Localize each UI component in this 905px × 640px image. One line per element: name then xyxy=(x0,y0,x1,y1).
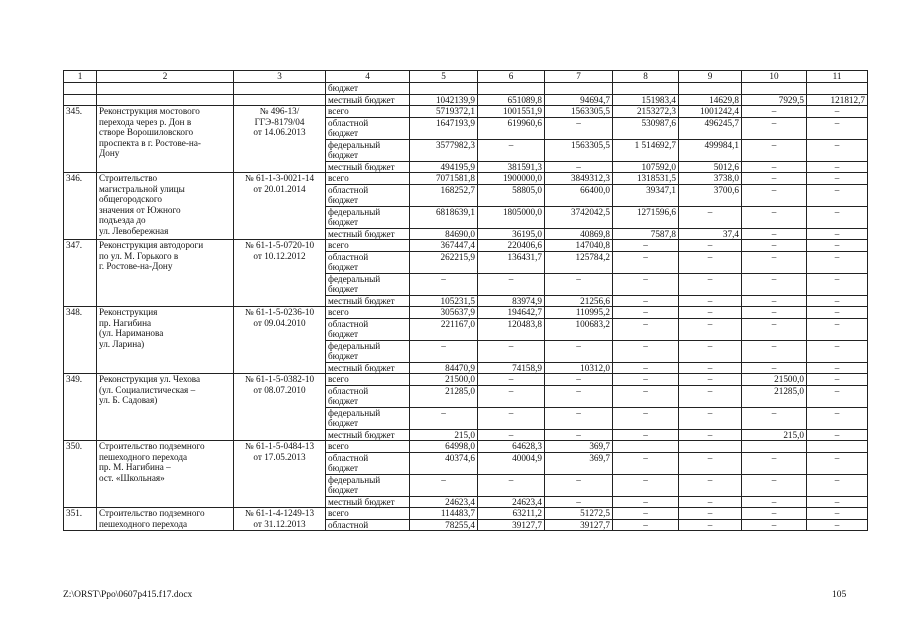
project-number: 349. xyxy=(64,374,97,441)
amount-cell: – xyxy=(742,161,807,173)
amount-cell: 619960,6 xyxy=(478,117,545,139)
budget-source: областной бюджет xyxy=(326,184,410,206)
amount-cell: – xyxy=(807,374,868,386)
amount-cell: – xyxy=(613,374,679,386)
amount-cell: 64628,3 xyxy=(478,441,545,453)
budget-source: федеральный бюджет xyxy=(326,474,410,496)
amount-cell: 24623,4 xyxy=(410,496,478,508)
amount-cell: – xyxy=(807,273,868,295)
amount-cell: – xyxy=(742,452,807,474)
amount-cell: – xyxy=(807,240,868,252)
amount-cell: – xyxy=(478,429,545,441)
amount-cell: 10312,0 xyxy=(545,362,613,374)
budget-source: местный бюджет xyxy=(326,496,410,508)
table-row xyxy=(64,83,868,95)
budget-source: всего xyxy=(326,307,410,319)
amount-cell: – xyxy=(478,139,545,161)
amount-cell xyxy=(613,441,679,453)
project-name: Реконструкция ул. Чехова (ул. Социалистическая – ул. Б. Садовая) xyxy=(97,374,234,441)
amount-cell: 120483,8 xyxy=(478,318,545,340)
amount-cell: – xyxy=(742,519,807,531)
amount-cell: 78255,4 xyxy=(410,519,478,531)
amount-cell: – xyxy=(807,452,868,474)
amount-cell: 121812,7 xyxy=(807,94,868,106)
amount-cell xyxy=(679,441,742,453)
amount-cell: – xyxy=(742,295,807,307)
budget-source: местный бюджет xyxy=(326,429,410,441)
amount-cell: 3849312,3 xyxy=(545,173,613,185)
amount-cell: – xyxy=(613,273,679,295)
approval-document: № 496-13/ ГГЭ-8179/04 от 14.06.2013 xyxy=(234,106,326,173)
amount-cell: 215,0 xyxy=(742,429,807,441)
amount-cell: – xyxy=(807,161,868,173)
amount-cell: – xyxy=(545,117,613,139)
amount-cell: 1647193,9 xyxy=(410,117,478,139)
amount-cell: – xyxy=(613,362,679,374)
amount-cell: – xyxy=(742,117,807,139)
project-number: 351. xyxy=(64,508,97,531)
amount-cell: – xyxy=(807,106,868,118)
amount-cell: – xyxy=(613,240,679,252)
amount-cell: 39127,7 xyxy=(478,519,545,531)
amount-cell: 221167,0 xyxy=(410,318,478,340)
amount-cell: – xyxy=(613,519,679,531)
amount-cell: 1271596,6 xyxy=(613,206,679,228)
table-row xyxy=(64,240,868,252)
amount-cell: 84690,0 xyxy=(410,228,478,240)
amount-cell: 110995,2 xyxy=(545,307,613,319)
amount-cell: – xyxy=(545,407,613,429)
amount-cell: 496245,7 xyxy=(679,117,742,139)
amount-cell: – xyxy=(807,295,868,307)
amount-cell: 7071581,8 xyxy=(410,173,478,185)
amount-cell: – xyxy=(807,362,868,374)
amount-cell: 40869,8 xyxy=(545,228,613,240)
amount-cell: – xyxy=(613,452,679,474)
empty-cell xyxy=(64,83,97,95)
budget-source: всего xyxy=(326,508,410,520)
amount-cell: 168252,7 xyxy=(410,184,478,206)
amount-cell: – xyxy=(807,307,868,319)
amount-cell: – xyxy=(807,173,868,185)
amount-cell: 1900000,0 xyxy=(478,173,545,185)
amount-cell: – xyxy=(545,429,613,441)
amount-cell: – xyxy=(679,474,742,496)
amount-cell: 499984,1 xyxy=(679,139,742,161)
amount-cell: 5719372,1 xyxy=(410,106,478,118)
amount-cell: – xyxy=(613,340,679,362)
amount-cell: 3700,6 xyxy=(679,184,742,206)
amount-cell: 530987,6 xyxy=(613,117,679,139)
amount-cell: – xyxy=(613,295,679,307)
amount-cell: 1 514692,7 xyxy=(613,139,679,161)
amount-cell: 40004,9 xyxy=(478,452,545,474)
amount-cell: 1563305,5 xyxy=(545,139,613,161)
amount-cell: 381591,3 xyxy=(478,161,545,173)
amount-cell: 21285,0 xyxy=(410,385,478,407)
amount-cell: – xyxy=(545,273,613,295)
project-number: 348. xyxy=(64,307,97,374)
amount-cell: – xyxy=(742,184,807,206)
amount-cell: – xyxy=(807,508,868,520)
amount-cell: – xyxy=(679,273,742,295)
table-row xyxy=(64,441,868,453)
amount-cell: 369,7 xyxy=(545,441,613,453)
table-row xyxy=(64,307,868,319)
amount-cell: 2153272,3 xyxy=(613,106,679,118)
amount-cell: – xyxy=(545,374,613,386)
budget-source: федеральный бюджет xyxy=(326,340,410,362)
budget-source: местный бюджет xyxy=(326,295,410,307)
empty-cell xyxy=(97,94,234,106)
amount-cell: – xyxy=(742,307,807,319)
table-row xyxy=(64,106,868,118)
column-number: 5 xyxy=(410,71,478,83)
amount-cell: – xyxy=(742,340,807,362)
amount-cell: – xyxy=(478,273,545,295)
investment-table xyxy=(63,70,868,531)
column-number: 11 xyxy=(807,71,868,83)
amount-cell: – xyxy=(679,374,742,386)
amount-cell: 194642,7 xyxy=(478,307,545,319)
amount-cell xyxy=(807,83,868,95)
project-number: 346. xyxy=(64,173,97,240)
amount-cell: 1805000,0 xyxy=(478,206,545,228)
amount-cell: 305637,9 xyxy=(410,307,478,319)
amount-cell: – xyxy=(679,496,742,508)
column-number: 6 xyxy=(478,71,545,83)
amount-cell: – xyxy=(807,407,868,429)
approval-document: № 61-1-3-0021-14 от 20.01.2014 xyxy=(234,173,326,240)
budget-source: областной бюджет xyxy=(326,251,410,273)
amount-cell: 14629,8 xyxy=(679,94,742,106)
amount-cell: 262215,9 xyxy=(410,251,478,273)
amount-cell: – xyxy=(478,340,545,362)
amount-cell xyxy=(742,83,807,95)
approval-document: № 61-1-5-0720-10 от 10.12.2012 xyxy=(234,240,326,307)
amount-cell: 367447,4 xyxy=(410,240,478,252)
amount-cell: – xyxy=(807,139,868,161)
amount-cell: – xyxy=(545,161,613,173)
column-number: 8 xyxy=(613,71,679,83)
amount-cell: 21500,0 xyxy=(410,374,478,386)
amount-cell: – xyxy=(478,385,545,407)
column-number: 10 xyxy=(742,71,807,83)
amount-cell: – xyxy=(613,385,679,407)
amount-cell: 63211,2 xyxy=(478,508,545,520)
amount-cell xyxy=(807,441,868,453)
budget-source: областной xyxy=(326,519,410,531)
amount-cell: 7929,5 xyxy=(742,94,807,106)
amount-cell: 66400,0 xyxy=(545,184,613,206)
amount-cell: – xyxy=(679,452,742,474)
budget-source: федеральный бюджет xyxy=(326,273,410,295)
amount-cell: – xyxy=(545,474,613,496)
amount-cell: 3742042,5 xyxy=(545,206,613,228)
column-number-row xyxy=(64,71,868,83)
project-number: 347. xyxy=(64,240,97,307)
amount-cell: 136431,7 xyxy=(478,251,545,273)
amount-cell: 24623,4 xyxy=(478,496,545,508)
amount-cell xyxy=(613,83,679,95)
amount-cell: 100683,2 xyxy=(545,318,613,340)
budget-source: бюджет xyxy=(326,83,410,95)
amount-cell: 1563305,5 xyxy=(545,106,613,118)
amount-cell: 64998,0 xyxy=(410,441,478,453)
amount-cell: – xyxy=(613,508,679,520)
amount-cell: – xyxy=(679,362,742,374)
project-name: Реконструкция автодороги по ул. М. Горького в г. Ростове-на-Дону xyxy=(97,240,234,307)
approval-document: № 61-1-5-0236-10 от 09.04.2010 xyxy=(234,307,326,374)
amount-cell: – xyxy=(742,318,807,340)
amount-cell: 147040,8 xyxy=(545,240,613,252)
amount-cell: 39127,7 xyxy=(545,519,613,531)
amount-cell: – xyxy=(613,474,679,496)
amount-cell: – xyxy=(478,374,545,386)
amount-cell: 21285,0 xyxy=(742,385,807,407)
amount-cell: – xyxy=(742,173,807,185)
amount-cell: – xyxy=(742,407,807,429)
amount-cell: – xyxy=(742,362,807,374)
amount-cell xyxy=(478,83,545,95)
amount-cell: – xyxy=(807,385,868,407)
amount-cell: 83974,9 xyxy=(478,295,545,307)
amount-cell: – xyxy=(742,251,807,273)
amount-cell: 3738,0 xyxy=(679,173,742,185)
amount-cell: 5012,6 xyxy=(679,161,742,173)
column-number: 3 xyxy=(234,71,326,83)
budget-source: местный бюджет xyxy=(326,362,410,374)
project-number: 350. xyxy=(64,441,97,508)
empty-cell xyxy=(97,83,234,95)
amount-cell: – xyxy=(545,340,613,362)
amount-cell: – xyxy=(807,340,868,362)
amount-cell: 74158,9 xyxy=(478,362,545,374)
amount-cell: – xyxy=(478,407,545,429)
amount-cell: – xyxy=(679,318,742,340)
amount-cell: 151983,4 xyxy=(613,94,679,106)
empty-cell xyxy=(234,83,326,95)
amount-cell: 6818639,1 xyxy=(410,206,478,228)
budget-source: федеральный бюджет xyxy=(326,407,410,429)
amount-cell: 1001242,4 xyxy=(679,106,742,118)
page-number: 105 xyxy=(832,590,847,600)
amount-cell: – xyxy=(742,474,807,496)
amount-cell xyxy=(410,83,478,95)
amount-cell: – xyxy=(679,407,742,429)
amount-cell: 369,7 xyxy=(545,452,613,474)
amount-cell: 125784,2 xyxy=(545,251,613,273)
amount-cell: 107592,0 xyxy=(613,161,679,173)
amount-cell: 37,4 xyxy=(679,228,742,240)
budget-source: всего xyxy=(326,106,410,118)
amount-cell: – xyxy=(807,206,868,228)
amount-cell: – xyxy=(807,251,868,273)
table-row xyxy=(64,374,868,386)
table-row xyxy=(64,173,868,185)
budget-source: областной бюджет xyxy=(326,452,410,474)
amount-cell: 1001551,9 xyxy=(478,106,545,118)
amount-cell: – xyxy=(613,407,679,429)
amount-cell: – xyxy=(613,318,679,340)
amount-cell: – xyxy=(679,251,742,273)
amount-cell: – xyxy=(742,508,807,520)
budget-source: всего xyxy=(326,374,410,386)
amount-cell: – xyxy=(742,139,807,161)
budget-source: местный бюджет xyxy=(326,94,410,106)
amount-cell: 105231,5 xyxy=(410,295,478,307)
budget-source: областной бюджет xyxy=(326,385,410,407)
amount-cell: 21500,0 xyxy=(742,374,807,386)
project-name: Реконструкция пр. Нагибина (ул. Нариманова ул. Ларина) xyxy=(97,307,234,374)
budget-source: федеральный бюджет xyxy=(326,139,410,161)
column-number: 7 xyxy=(545,71,613,83)
amount-cell: 494195,9 xyxy=(410,161,478,173)
amount-cell: 3577982,3 xyxy=(410,139,478,161)
file-path: Z:\ORST\Ppo\0607p415.f17.docx xyxy=(63,590,193,600)
amount-cell: – xyxy=(807,318,868,340)
project-name: Реконструкция мостового перехода через р. Дон в створе Ворошиловского проспекта в г. Ростове-на- Дону xyxy=(97,106,234,173)
project-name: Строительство магистральной улицы общегородского значения от Южного подъезда до ул. Левобережная xyxy=(97,173,234,240)
budget-source: федеральный бюджет xyxy=(326,206,410,228)
amount-cell: – xyxy=(613,429,679,441)
empty-cell xyxy=(234,94,326,106)
column-number: 9 xyxy=(679,71,742,83)
amount-cell: 651089,8 xyxy=(478,94,545,106)
amount-cell: – xyxy=(742,240,807,252)
amount-cell: – xyxy=(807,474,868,496)
amount-cell: 58805,0 xyxy=(478,184,545,206)
amount-cell: 215,0 xyxy=(410,429,478,441)
amount-cell: – xyxy=(742,273,807,295)
amount-cell: – xyxy=(742,228,807,240)
amount-cell: 114483,7 xyxy=(410,508,478,520)
amount-cell: – xyxy=(410,407,478,429)
amount-cell: – xyxy=(478,474,545,496)
budget-source: местный бюджет xyxy=(326,228,410,240)
amount-cell: – xyxy=(679,240,742,252)
approval-document: № 61-1-5-0382-10 от 08.07.2010 xyxy=(234,374,326,441)
amount-cell: – xyxy=(679,429,742,441)
table-row xyxy=(64,508,868,520)
amount-cell: 1318531,5 xyxy=(613,173,679,185)
amount-cell: – xyxy=(410,273,478,295)
table-row xyxy=(64,94,868,106)
empty-cell xyxy=(64,94,97,106)
amount-cell: – xyxy=(545,385,613,407)
amount-cell: – xyxy=(807,117,868,139)
budget-source: областной бюджет xyxy=(326,318,410,340)
amount-cell: – xyxy=(410,474,478,496)
column-number: 1 xyxy=(64,71,97,83)
project-name: Строительство подземного пешеходного перехода xyxy=(97,508,234,531)
amount-cell: – xyxy=(679,295,742,307)
project-number: 345. xyxy=(64,106,97,173)
amount-cell: – xyxy=(679,206,742,228)
amount-cell: – xyxy=(679,508,742,520)
amount-cell: – xyxy=(613,251,679,273)
amount-cell: 40374,6 xyxy=(410,452,478,474)
budget-source: всего xyxy=(326,441,410,453)
column-number: 2 xyxy=(97,71,234,83)
amount-cell: 220406,6 xyxy=(478,240,545,252)
amount-cell: – xyxy=(613,307,679,319)
amount-cell: 7587,8 xyxy=(613,228,679,240)
amount-cell: – xyxy=(807,429,868,441)
amount-cell: – xyxy=(742,496,807,508)
budget-source: местный бюджет xyxy=(326,161,410,173)
amount-cell: 21256,6 xyxy=(545,295,613,307)
column-number: 4 xyxy=(326,71,410,83)
amount-cell: – xyxy=(613,496,679,508)
amount-cell xyxy=(545,83,613,95)
amount-cell: – xyxy=(807,496,868,508)
approval-document: № 61-1-4-1249-13 от 31.12.2013 xyxy=(234,508,326,531)
table-body xyxy=(64,71,868,531)
amount-cell: 94694,7 xyxy=(545,94,613,106)
amount-cell: 39347,1 xyxy=(613,184,679,206)
amount-cell: 51272,5 xyxy=(545,508,613,520)
amount-cell: – xyxy=(679,385,742,407)
amount-cell: – xyxy=(807,184,868,206)
amount-cell: – xyxy=(742,106,807,118)
budget-source: всего xyxy=(326,240,410,252)
amount-cell: – xyxy=(410,340,478,362)
amount-cell: – xyxy=(807,228,868,240)
amount-cell xyxy=(742,441,807,453)
amount-cell xyxy=(679,83,742,95)
amount-cell: – xyxy=(545,496,613,508)
project-name: Строительство подземного пешеходного перехода пр. М. Нагибина – ост. «Школьная» xyxy=(97,441,234,508)
budget-source: всего xyxy=(326,173,410,185)
amount-cell: – xyxy=(742,206,807,228)
amount-cell: – xyxy=(679,519,742,531)
amount-cell: 1042139,9 xyxy=(410,94,478,106)
amount-cell: – xyxy=(679,340,742,362)
amount-cell: – xyxy=(679,307,742,319)
amount-cell: – xyxy=(807,519,868,531)
amount-cell: 84470,9 xyxy=(410,362,478,374)
approval-document: № 61-1-5-0484-13 от 17.05.2013 xyxy=(234,441,326,508)
amount-cell: 36195,0 xyxy=(478,228,545,240)
budget-source: областной бюджет xyxy=(326,117,410,139)
